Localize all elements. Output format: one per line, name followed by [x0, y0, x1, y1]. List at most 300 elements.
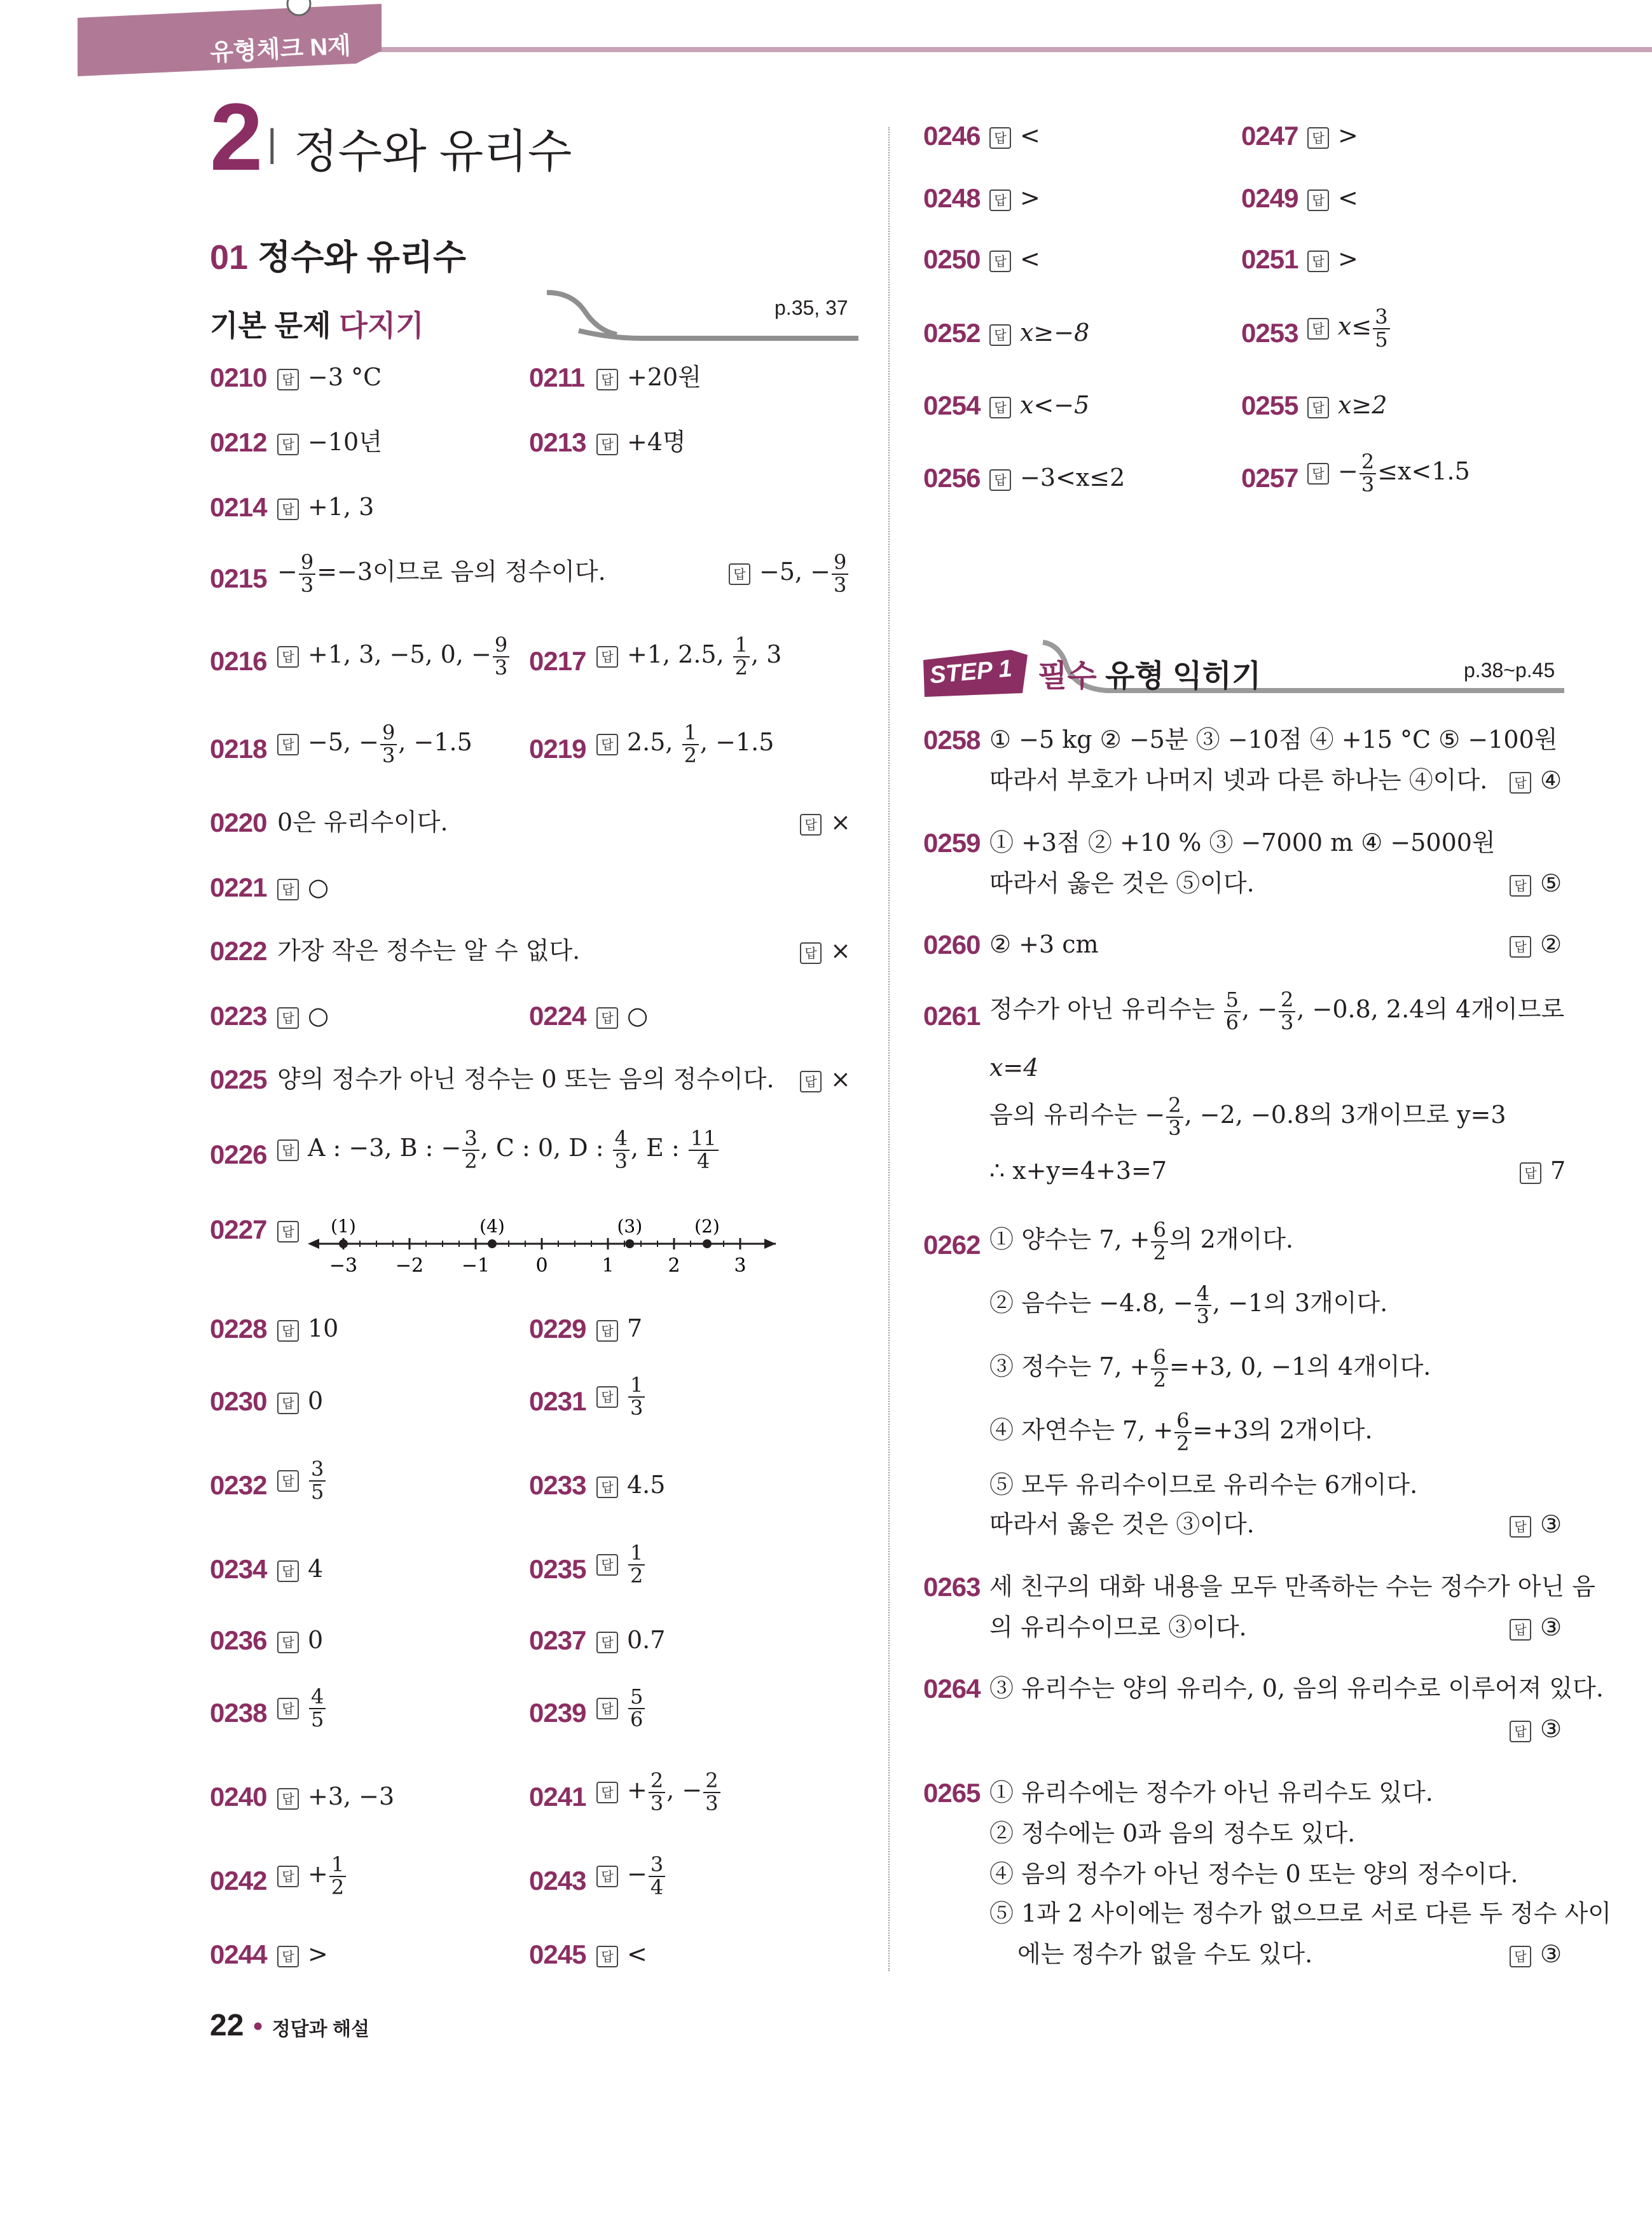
- numerator: 2: [1279, 989, 1295, 1012]
- answer-mark-icon: 답: [1307, 127, 1329, 149]
- solution-line: [989, 1220, 1293, 1263]
- denominator: 3: [1361, 472, 1375, 497]
- numerator: 1: [682, 722, 699, 745]
- answer-line: [277, 495, 374, 520]
- answer-line: [1510, 768, 1562, 794]
- answer-line: [277, 635, 511, 678]
- item-number: 0261: [923, 1001, 981, 1031]
- answer-line: [277, 1628, 323, 1653]
- answer-text: ×: [830, 1065, 851, 1093]
- step-title-a: 필수: [1038, 659, 1097, 693]
- answer-line: [596, 1003, 648, 1029]
- answer-mark-icon: 답: [596, 734, 618, 755]
- page-footer: [210, 2008, 369, 2043]
- answer-mark-icon: 답: [989, 189, 1011, 211]
- answer-text: <: [1020, 121, 1040, 149]
- item-number: 0257: [1241, 463, 1298, 493]
- item-number: 0228: [210, 1314, 267, 1344]
- item-number: 0258: [923, 725, 981, 755]
- solution-text: ③ 유리수는 양의 유리수, 0, 음의 유리수로 이루어져 있다.: [989, 1674, 1604, 1702]
- fraction: [1373, 306, 1389, 350]
- answer-line: [596, 1854, 666, 1898]
- answer-text: ×: [830, 808, 851, 836]
- numerator: 6: [1151, 1220, 1167, 1242]
- numerator: 3: [1373, 306, 1389, 329]
- answer-line: [1307, 451, 1470, 495]
- denominator: 2: [734, 655, 748, 680]
- item-number: 0235: [529, 1554, 586, 1584]
- item-number: 0240: [210, 1782, 267, 1812]
- number-line-tick-label: −1: [461, 1255, 490, 1277]
- answer-line: [277, 430, 382, 455]
- fraction: [628, 1543, 645, 1586]
- answer-text: 0: [308, 1626, 324, 1654]
- answer-text: −: [1338, 457, 1358, 486]
- header-tab-label: 유형체크 N제: [209, 32, 352, 67]
- answer-text: ×: [830, 937, 851, 965]
- solution-text: ② 정수에는 0과 음의 정수도 있다.: [989, 1819, 1356, 1847]
- number-line-point: [488, 1239, 497, 1248]
- answer-text: ○: [308, 1001, 329, 1029]
- answer-text: +1, 3, −5, 0, −: [308, 640, 492, 669]
- answer-mark-icon: 답: [989, 127, 1011, 149]
- answer-line: [989, 186, 1040, 211]
- fraction: [628, 1375, 645, 1419]
- answer-text: <: [627, 1940, 647, 1968]
- item-number: 0244: [210, 1939, 267, 1969]
- item-number: 0222: [210, 936, 267, 966]
- number-line-point-label: (3): [617, 1216, 643, 1237]
- answer-line: [1307, 306, 1391, 350]
- answer-mark-icon: 답: [277, 879, 299, 900]
- answer-line: [277, 1316, 338, 1342]
- chapter-title: 정수와 유리수: [294, 127, 572, 177]
- numerator: 5: [628, 1686, 645, 1709]
- answer-text: −5, −: [759, 558, 831, 586]
- item-number: 0253: [1241, 318, 1298, 348]
- answer-line: [1510, 1512, 1562, 1538]
- solution-text: =−3이므로 음의 정수이다.: [317, 558, 606, 586]
- solution-text: , −2, −0.8의 3개이므로 y=3: [1184, 1101, 1506, 1129]
- answer-text: −10년: [308, 428, 382, 456]
- answer-mark-icon: 답: [729, 563, 750, 585]
- fraction: [493, 635, 509, 678]
- number-line-tick-label: 3: [734, 1255, 747, 1277]
- section-title: 정수와 유리수: [258, 238, 467, 277]
- answer-line: [1510, 1717, 1562, 1742]
- answer-text: +3, −3: [308, 1782, 395, 1810]
- denominator: 3: [382, 743, 396, 767]
- item-number: 0219: [529, 734, 586, 764]
- answer-text: , −: [666, 1776, 703, 1805]
- answer-mark-icon: 답: [800, 1071, 822, 1092]
- denominator: 3: [494, 655, 508, 680]
- numerator: 2: [649, 1770, 665, 1793]
- answer-line: [729, 552, 850, 596]
- answer-text: +4명: [627, 428, 686, 456]
- answer-text: ③: [1540, 1613, 1562, 1641]
- answer-mark-icon: 답: [596, 434, 618, 455]
- item-number: 0254: [923, 390, 981, 420]
- item-number: 0251: [1241, 244, 1298, 274]
- answer-mark-icon: 답: [1307, 318, 1329, 340]
- item-number: 0262: [923, 1230, 981, 1260]
- answer-mark-icon: 답: [277, 1632, 299, 1653]
- answer-text: , E :: [631, 1134, 687, 1162]
- answer-text: , −1.5: [699, 728, 774, 757]
- item-number: 0224: [529, 1001, 586, 1031]
- answer-line: [800, 939, 851, 964]
- answer-line: [596, 722, 774, 766]
- denominator: 3: [1280, 1010, 1294, 1035]
- item-number: 0221: [210, 872, 267, 902]
- step-heading: [1038, 651, 1261, 695]
- answer-text: >: [1020, 184, 1040, 212]
- denominator: 3: [630, 1395, 644, 1420]
- answer-mark-icon: 답: [596, 1632, 618, 1653]
- denominator: 3: [300, 572, 314, 597]
- numerator: 3: [462, 1128, 479, 1151]
- numerator: 9: [493, 635, 509, 657]
- solution-text: 가장 작은 정수는 알 수 없다.: [277, 937, 581, 965]
- item-number: 0220: [210, 808, 267, 837]
- answer-text: , −1.5: [398, 728, 472, 757]
- denominator: 2: [1176, 1431, 1190, 1456]
- answer-line: [277, 1557, 323, 1582]
- answer-mark-icon: 답: [1307, 397, 1329, 418]
- fraction: [299, 552, 315, 596]
- denominator: 2: [331, 1875, 345, 1899]
- answer-mark-icon: 답: [277, 434, 299, 455]
- answer-line: [989, 393, 1089, 418]
- denominator: 2: [1153, 1240, 1166, 1265]
- answer-line: [596, 1686, 646, 1730]
- answer-mark-icon: 답: [277, 499, 299, 520]
- item-number: 0239: [529, 1698, 586, 1728]
- answer-line: [800, 1067, 851, 1092]
- solution-text: 에는 정수가 없을 수도 있다.: [1017, 1940, 1313, 1968]
- answer-text: 7: [627, 1314, 643, 1342]
- numerator: 3: [649, 1854, 665, 1877]
- item-number: 0255: [1241, 390, 1298, 420]
- answer-mark-icon: 답: [277, 369, 299, 390]
- answer-text: , 3: [751, 640, 782, 669]
- answer-mark-icon: 답: [1510, 1946, 1531, 1967]
- denominator: 3: [705, 1791, 719, 1815]
- item-number: 0237: [529, 1625, 586, 1655]
- numerator: 9: [832, 552, 848, 575]
- answer-text: A : −3, B : −: [308, 1134, 462, 1162]
- answer-mark-icon: 답: [277, 1393, 299, 1414]
- solution-line: [989, 1095, 1506, 1139]
- number-line: [305, 1208, 788, 1284]
- mascot-icon: [287, 0, 310, 15]
- solution-text: ① −5 kg ② −5분 ③ −10점 ④ +15 °C ⑤ −100원: [989, 726, 1558, 754]
- answer-mark-icon: 답: [1510, 772, 1531, 794]
- answer-mark-icon: 답: [1510, 875, 1531, 897]
- answer-line: [1510, 871, 1562, 897]
- item-number: 0210: [210, 362, 267, 392]
- fraction: [329, 1854, 346, 1898]
- item-number: 0214: [210, 492, 267, 522]
- answer-mark-icon: 답: [1510, 1619, 1531, 1641]
- answer-line: [277, 365, 382, 390]
- answer-text: +20원: [627, 363, 701, 391]
- answer-mark-icon: 답: [1307, 251, 1329, 272]
- numerator: 4: [1195, 1283, 1211, 1306]
- solution-text: x=4: [989, 1054, 1039, 1082]
- answer-text: +: [627, 1776, 647, 1805]
- item-number: 0234: [210, 1554, 267, 1584]
- answer-text: x<−5: [1020, 391, 1090, 419]
- solution-text: , −1의 3개이다.: [1212, 1289, 1388, 1318]
- item-number: 0215: [210, 563, 267, 593]
- answer-line: [596, 1316, 642, 1342]
- numerator: 3: [309, 1459, 326, 1482]
- basic-pages: p.35, 37: [774, 296, 848, 319]
- solution-text: ④ 자연수는 7, +: [989, 1416, 1174, 1445]
- numerator: 1: [628, 1375, 645, 1398]
- answer-line: [596, 430, 686, 455]
- answer-text: ○: [627, 1001, 649, 1029]
- fraction: [733, 635, 750, 678]
- answer-mark-icon: 답: [1510, 936, 1531, 958]
- answer-line: [1510, 1942, 1562, 1967]
- numerator: 1: [733, 635, 750, 657]
- answer-mark-icon: 답: [277, 1866, 299, 1887]
- item-number: 0246: [923, 121, 981, 151]
- number-line-point: [339, 1239, 348, 1248]
- denominator: 2: [464, 1148, 478, 1173]
- denominator: 3: [1168, 1115, 1181, 1140]
- answer-text: ≤x<1.5: [1377, 457, 1470, 486]
- answer-mark-icon: 답: [277, 1221, 299, 1242]
- chapter-separator: |: [267, 121, 277, 164]
- solution-line: [989, 1283, 1387, 1327]
- denominator: 2: [1153, 1367, 1166, 1392]
- denominator: 5: [311, 1479, 324, 1504]
- section-number: 01: [210, 238, 249, 277]
- answer-mark-icon: 답: [800, 814, 822, 836]
- item-number: 0233: [529, 1470, 586, 1500]
- item-number: 0252: [923, 318, 981, 348]
- numerator: 9: [299, 552, 315, 575]
- answer-text: ⑤: [1540, 869, 1562, 897]
- item-number: 0245: [529, 1939, 586, 1969]
- answer-mark-icon: 답: [989, 324, 1011, 346]
- answer-line: [277, 875, 329, 900]
- solution-text: ② 음수는 −4.8, −: [989, 1289, 1194, 1318]
- solution-text: ⑤ 모두 유리수이므로 유리수는 6개이다.: [989, 1471, 1418, 1499]
- item-number: 0213: [529, 427, 586, 457]
- answer-text: ③: [1540, 1940, 1562, 1968]
- item-number: 0265: [923, 1778, 981, 1808]
- answer-text: 7: [1550, 1157, 1566, 1185]
- answer-mark-icon: 답: [277, 646, 299, 668]
- number-line-tick-label: −3: [329, 1255, 358, 1277]
- item-number: 0248: [923, 183, 981, 213]
- solution-line: [989, 1347, 1431, 1391]
- solution-text: 세 친구의 대화 내용을 모두 만족하는 수는 정수가 아닌 음: [989, 1573, 1595, 1600]
- answer-mark-icon: 답: [596, 1782, 618, 1803]
- fraction: [832, 552, 848, 596]
- solution-text: 양의 정수가 아닌 정수는 0 또는 음의 정수이다.: [277, 1065, 774, 1093]
- solution-text: ② +3 cm: [989, 930, 1099, 958]
- numerator: 9: [380, 722, 397, 745]
- answer-mark-icon: 답: [989, 251, 1011, 272]
- denominator: 2: [630, 1563, 644, 1588]
- answer-mark-icon: 답: [1307, 189, 1329, 211]
- item-number: 0264: [923, 1674, 981, 1703]
- answer-line: [596, 1543, 646, 1586]
- solution-line: [989, 989, 1564, 1033]
- denominator: 3: [834, 572, 847, 597]
- fraction: [1359, 451, 1376, 495]
- number-line-point: [625, 1239, 634, 1248]
- answer-text: −3<x≤2: [1020, 464, 1125, 492]
- answer-line: [800, 810, 851, 836]
- answer-mark-icon: 답: [596, 1866, 618, 1887]
- fraction: [1224, 989, 1241, 1033]
- item-number: 0236: [210, 1625, 267, 1655]
- answer-text: 4: [308, 1555, 324, 1583]
- answer-text: >: [1338, 245, 1358, 273]
- answer-line: [596, 1628, 665, 1653]
- numerator: 2: [1166, 1095, 1183, 1118]
- answer-text: 0: [308, 1387, 324, 1415]
- fraction: [649, 1854, 665, 1898]
- answer-mark-icon: 답: [1510, 1516, 1531, 1538]
- number-line-tick-label: −2: [395, 1255, 424, 1277]
- solution-text: 따라서 옳은 것은 ③이다.: [989, 1510, 1255, 1538]
- fraction: [703, 1770, 720, 1814]
- fraction: [380, 722, 397, 766]
- solution-text: , −0.8, 2.4의 4개이므로: [1297, 995, 1565, 1024]
- solution-text: −: [277, 558, 298, 586]
- numerator: 2: [1359, 451, 1376, 474]
- fraction: [1279, 989, 1295, 1033]
- answer-mark-icon: 답: [989, 469, 1011, 491]
- denominator: 5: [311, 1707, 324, 1731]
- item-number: 0256: [923, 463, 981, 493]
- item-number: 0243: [529, 1866, 586, 1896]
- step-badge: STEP 1: [928, 655, 1014, 689]
- solution-text: 정수가 아닌 유리수는: [989, 995, 1223, 1024]
- denominator: 2: [684, 743, 697, 767]
- item-number: 0226: [210, 1139, 267, 1169]
- answer-mark-icon: 답: [277, 1139, 299, 1161]
- answer-line: [1307, 186, 1358, 211]
- step-pages: p.38~p.45: [1464, 659, 1555, 682]
- denominator: 4: [697, 1148, 710, 1173]
- item-number: 0238: [210, 1698, 267, 1728]
- number-line-tick-label: 2: [668, 1255, 680, 1277]
- item-number: 0229: [529, 1314, 586, 1344]
- answer-mark-icon: 답: [277, 1007, 299, 1029]
- answer-text: <: [1338, 184, 1358, 212]
- answer-text: ③: [1540, 1715, 1562, 1743]
- answer-line: [277, 1459, 327, 1503]
- answer-text: x≥2: [1338, 391, 1387, 419]
- item-number: 0216: [210, 646, 267, 676]
- answer-text: x≤: [1338, 312, 1372, 341]
- fraction: [309, 1459, 326, 1503]
- numerator: 4: [613, 1128, 630, 1151]
- answer-text: >: [1338, 121, 1358, 149]
- chapter-number: 2: [210, 83, 263, 190]
- answer-mark-icon: 답: [596, 369, 618, 390]
- item-number: 0211: [529, 362, 585, 392]
- answer-mark-icon: 답: [596, 646, 618, 668]
- item-number: 0250: [923, 244, 981, 274]
- basic-title-b: 다지기: [339, 309, 424, 342]
- column-divider: [888, 127, 890, 1971]
- fraction: [1151, 1220, 1167, 1263]
- numerator: 1: [628, 1543, 645, 1566]
- item-number: 0227: [210, 1215, 267, 1244]
- solution-text: ⑤ 1과 2 사이에는 정수가 없으므로 서로 다른 두 정수 사이: [989, 1899, 1612, 1927]
- solution-line: [277, 552, 606, 596]
- answer-mark-icon: 답: [596, 1320, 618, 1342]
- answer-mark-icon: 답: [596, 1386, 618, 1408]
- item-number: 0259: [923, 828, 981, 858]
- denominator: 3: [614, 1148, 628, 1173]
- answer-text: ③: [1540, 1510, 1562, 1538]
- solution-text: ∴ x+y=4+3=7: [989, 1157, 1167, 1185]
- item-number: 0241: [529, 1782, 586, 1812]
- item-number: 0223: [210, 1001, 267, 1031]
- answer-text: +: [308, 1860, 328, 1889]
- denominator: 6: [1225, 1010, 1239, 1035]
- answer-line: [277, 1942, 328, 1967]
- item-number: 0230: [210, 1386, 267, 1416]
- answer-line: [989, 123, 1040, 149]
- denominator: 6: [630, 1707, 644, 1731]
- numerator: 6: [1151, 1347, 1167, 1370]
- answer-line: [1307, 247, 1358, 272]
- fraction: [613, 1128, 630, 1172]
- answer-line: [277, 1854, 347, 1898]
- item-number: 0225: [210, 1064, 267, 1094]
- fraction: [628, 1686, 645, 1730]
- answer-mark-icon: 답: [277, 734, 299, 755]
- item-number: 0232: [210, 1470, 267, 1500]
- fraction: [1195, 1283, 1211, 1327]
- item-number: 0231: [529, 1386, 586, 1416]
- denominator: 4: [650, 1875, 664, 1899]
- fraction: [462, 1128, 479, 1172]
- answer-mark-icon: 답: [277, 1320, 299, 1342]
- item-number: 0218: [210, 734, 267, 764]
- answer-text: <: [1020, 245, 1040, 273]
- solution-text: ① 유리수에는 정수가 아닌 유리수도 있다.: [989, 1779, 1433, 1807]
- answer-line: [989, 247, 1040, 272]
- number-line-point-label: (1): [331, 1216, 356, 1237]
- basic-heading: [210, 303, 424, 345]
- item-number: 0263: [923, 1572, 981, 1602]
- answer-text: −: [627, 1860, 647, 1889]
- solution-text: ① 양수는 7, +: [989, 1225, 1150, 1254]
- fraction: [1151, 1347, 1167, 1391]
- answer-text: −3 °C: [308, 363, 382, 391]
- solution-text: 0은 유리수이다.: [277, 808, 448, 836]
- basic-title-a: 기본 문제: [210, 309, 331, 342]
- answer-text: +1, 2.5,: [627, 640, 732, 669]
- answer-line: [596, 365, 701, 390]
- answer-mark-icon: 답: [596, 1946, 618, 1967]
- answer-mark-icon: 답: [596, 1698, 618, 1719]
- answer-line: [596, 1473, 665, 1498]
